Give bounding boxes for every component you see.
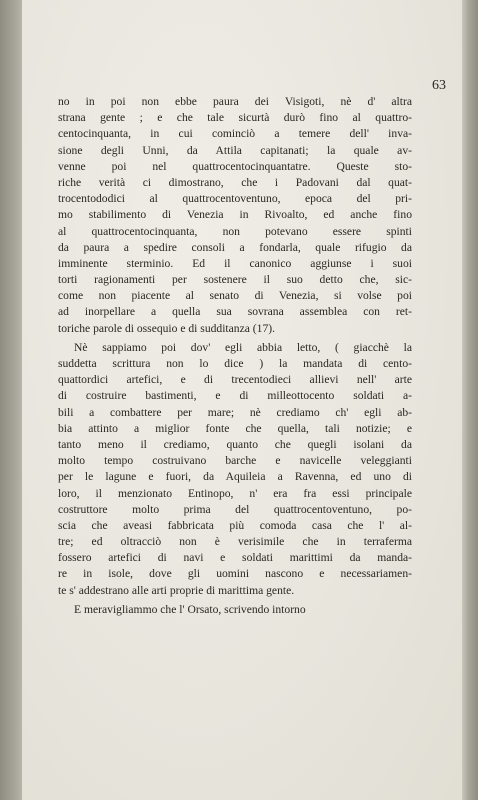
text-line: ad inorpellare a quella sua sovrana assemblea con ret- — [58, 305, 412, 319]
page-sheet — [22, 0, 462, 800]
text-line: da paura a spedire consoli a fondarla, quale rifugio da — [58, 240, 412, 254]
text-line: come non piacente al senato di Venezia, si volse poi — [58, 289, 412, 303]
text-line: Nè sappiamo poi dov' egli abbia letto, ( giacchè la — [74, 340, 412, 354]
text-line: quattordici artefici, e di trecentodieci allievi nell' arte — [58, 373, 412, 387]
text-line: fossero artefici di navi e soldati marittimi da manda- — [58, 551, 412, 565]
text-line: suddetta scrittura non lo dice ) la mandata di cento- — [58, 357, 412, 370]
text-line: venne poi nel quattrocentocinquantatre. Queste sto- — [58, 159, 412, 173]
text-line: bili a combattere per mare; nè crediamo ch' egli ab- — [58, 405, 412, 419]
text-line: riche verità ci dimostrano, che i Padovani dal quat- — [58, 175, 412, 189]
binding-shadow — [0, 0, 22, 800]
text-line: per le lagune e fuori, da Aquileia a Ravenna, ed uno di — [58, 470, 412, 484]
text-line: no in poi non ebbe paura dei Visigoti, nè d' altra — [58, 95, 412, 108]
text-line: trocentododici al quattrocentoventuno, epoca del pri- — [58, 192, 412, 206]
text-line: scia che aveasi fabbricata più comoda casa che l' al- — [58, 518, 412, 532]
text-line: imminente sterminio. Ed il canonico aggiunse i suoi — [58, 256, 412, 270]
text-line: sione degli Unni, da Attila capitanati; la quale av- — [58, 143, 412, 157]
paragraph — [58, 340, 412, 599]
page-number: 63 — [432, 78, 446, 93]
text-line: loro, il menzionato Entinopo, n' era fra essi principale — [58, 486, 412, 500]
text-line: di costruire bastimenti, e di milleottocento soldati a- — [58, 389, 412, 403]
body-text — [58, 94, 412, 618]
text-line: bia attinto a miglior fonte che quella, tali notizie; e — [58, 421, 412, 435]
paragraph — [58, 602, 412, 618]
paragraph — [58, 94, 412, 337]
text-line: centocinquanta, in cui cominciò a temere dell' inva- — [58, 127, 412, 141]
text-line: strana gente ; e che tale sicurtà durò fino al quattro- — [58, 111, 412, 125]
text-line: mo stabilimento di Venezia in Rivoalto, ed anche fino — [58, 208, 412, 222]
text-line: tanto meno il crediamo, quanto che quegli isolani da — [58, 437, 412, 451]
text-line: molto tempo costruivano barche e navicelle veleggianti — [58, 454, 412, 468]
page-edge — [462, 0, 478, 800]
text-line: costruttore molto prima del quattrocentoventuno, po- — [58, 502, 412, 516]
text-line: tre; ed oltracciò non è verisimile che in terraferma — [58, 535, 412, 549]
text-line: torti ragionamenti per sostenere il suo detto che, sic- — [58, 273, 412, 287]
text-line: te s' addestrano alle arti proprie di marittima gente. — [58, 583, 295, 597]
text-line: al quattrocentocinquanta, non potevano essere spinti — [58, 224, 412, 238]
text-line: re in isole, dove gli uomini nascono e necessariamen- — [58, 567, 412, 581]
text-line: E meravigliammo che l' Orsato, scrivendo intorno — [74, 602, 306, 616]
text-line: toriche parole di ossequio e di sudditanza (17). — [58, 321, 275, 335]
